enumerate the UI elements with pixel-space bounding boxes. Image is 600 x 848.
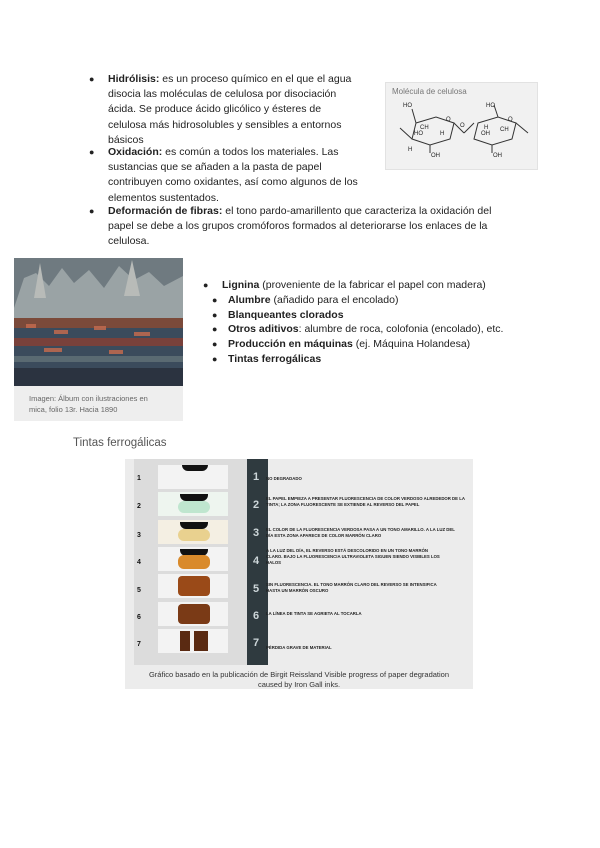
term-oxidacion: Oxidación: xyxy=(108,146,163,158)
bullet-icon: ● xyxy=(89,74,95,84)
step-number-column: 1 2 3 4 5 6 7 xyxy=(247,459,268,665)
bullet-icon: ● xyxy=(89,206,95,216)
bullet-icon: ● xyxy=(212,354,218,364)
bullet-icon: ● xyxy=(212,324,218,334)
bullet-hidrolisis: Hidrólisis: es un proceso químico en el que el agua disocia las moléculas de celulosa por disociación ácida. Se produce ácido glicólico y ésteres de celulosa más hidrosolubles y sensibles a entornos básicos xyxy=(108,73,352,146)
bullet-icon: ● xyxy=(203,280,209,290)
sample-2 xyxy=(158,492,228,516)
svg-text:HO: HO xyxy=(486,103,495,109)
svg-text:OH: OH xyxy=(493,153,502,159)
bullet-otros-aditivos: Otros aditivos: alumbre de roca, colofonia (encolado), etc. xyxy=(228,323,504,335)
svg-text:OH: OH xyxy=(481,131,490,137)
step-7-text: PÉRDIDA GRAVE DE MATERIAL xyxy=(266,645,332,650)
bullet-lignina: Lignina (proveniente de la fabricar el papel con madera) xyxy=(222,279,486,291)
sample-7 xyxy=(158,629,228,653)
molecule-diagram xyxy=(386,83,537,169)
svg-text:CH: CH xyxy=(420,125,429,131)
bullet-deformacion: Deformación de fibras: el tono pardo-amarillento que caracteriza la oxidación del papel se debe a los grupos cromóforos formados al deteriorarse los enlaces de la celulosa. xyxy=(108,205,492,248)
bullet-blanqueantes: Blanqueantes clorados xyxy=(228,309,344,321)
svg-text:O: O xyxy=(508,117,513,123)
sample-1 xyxy=(158,465,228,489)
section-title: Tintas ferrogálicas xyxy=(73,437,167,449)
svg-text:H: H xyxy=(440,131,445,137)
bullet-icon: ● xyxy=(212,310,218,320)
cellulose-molecule-image xyxy=(385,82,538,170)
ink-degradation-figure xyxy=(125,459,473,689)
step-6-text: LA LÍNEA DE TINTA SE AGRIETA AL TOCARLA xyxy=(266,611,362,616)
svg-text:H: H xyxy=(408,147,413,153)
sample-3 xyxy=(158,520,228,544)
painting-caption: Imagen: Álbum con ilustraciones en mica, folio 13r. Hacia 1890 xyxy=(29,394,148,414)
bullet-icon: ● xyxy=(212,295,218,305)
bullet-icon: ● xyxy=(212,339,218,349)
svg-text:CH: CH xyxy=(500,127,509,133)
painting-image xyxy=(14,258,183,421)
sample-4 xyxy=(158,547,228,571)
step-2-text: EL PAPEL EMPIEZA A PRESENTAR FLUORESCENCIA DE COLOR VERDOSO ALREDEDOR DE LA TINTA; LA ZONA FLUORESCENTE SE EXTIENDE AL REVERSO DEL PAPEL xyxy=(266,496,465,507)
bullet-oxidacion: Oxidación: es común a todos los materiales. Las sustancias que se añaden a la pasta de papel contribuyen como oxidantes, así como algunos de los elementos sustentados. xyxy=(108,146,358,204)
bullet-alumbre: Alumbre (añadido para el encolado) xyxy=(228,294,399,306)
bullet-tintas: Tintas ferrogálicas xyxy=(228,353,322,365)
svg-text:OH: OH xyxy=(431,153,440,159)
step-3-text: EL COLOR DE LA FLUORESCENCIA VERDOSA PASA A UN TONO AMARILLO. A LA LUZ DEL DÍA ESTA ZONA APARECE DE COLOR MARRÓN CLARO xyxy=(266,527,455,538)
term-deformacion: Deformación de fibras: xyxy=(108,205,223,217)
svg-text:H: H xyxy=(484,125,489,131)
samples-strip: 1 2 3 4 5 6 7 xyxy=(134,459,247,665)
svg-text:HO: HO xyxy=(414,131,423,137)
bullet-icon: ● xyxy=(89,147,95,157)
term-hidrolisis: Hidrólisis: xyxy=(108,73,160,85)
step-1-text: NO DEGRADADO xyxy=(266,476,302,481)
painting-illustration xyxy=(14,258,183,386)
svg-text:O: O xyxy=(446,117,451,123)
figure-caption: Gráfico basado en la publicación de Birgit Reissland Visible progress of paper degradation caused by Iron Gall inks. xyxy=(148,670,450,689)
svg-text:O: O xyxy=(460,123,465,129)
sample-5 xyxy=(158,574,228,598)
molecule-caption: Molécula de celulosa xyxy=(392,87,467,96)
svg-text:HO: HO xyxy=(403,103,412,109)
sample-6 xyxy=(158,602,228,626)
bullet-produccion: Producción en máquinas (ej. Máquina Holandesa) xyxy=(228,338,471,350)
step-5-text: SIN FLUORESCENCIA. EL TONO MARRÓN CLARO DEL REVERSO SE INTENSIFICA HASTA UN MARRÓN OSCURO xyxy=(266,582,437,593)
step-4-text: A LA LUZ DEL DÍA, EL REVERSO ESTÁ DESCOLORIDO EN UN TONO MARRÓN CLARO. BAJO LA FLUORESCENCIA ULTRAVIOLETA SIGUEN SIENDO VISIBLES LOS HALOS xyxy=(266,548,440,565)
